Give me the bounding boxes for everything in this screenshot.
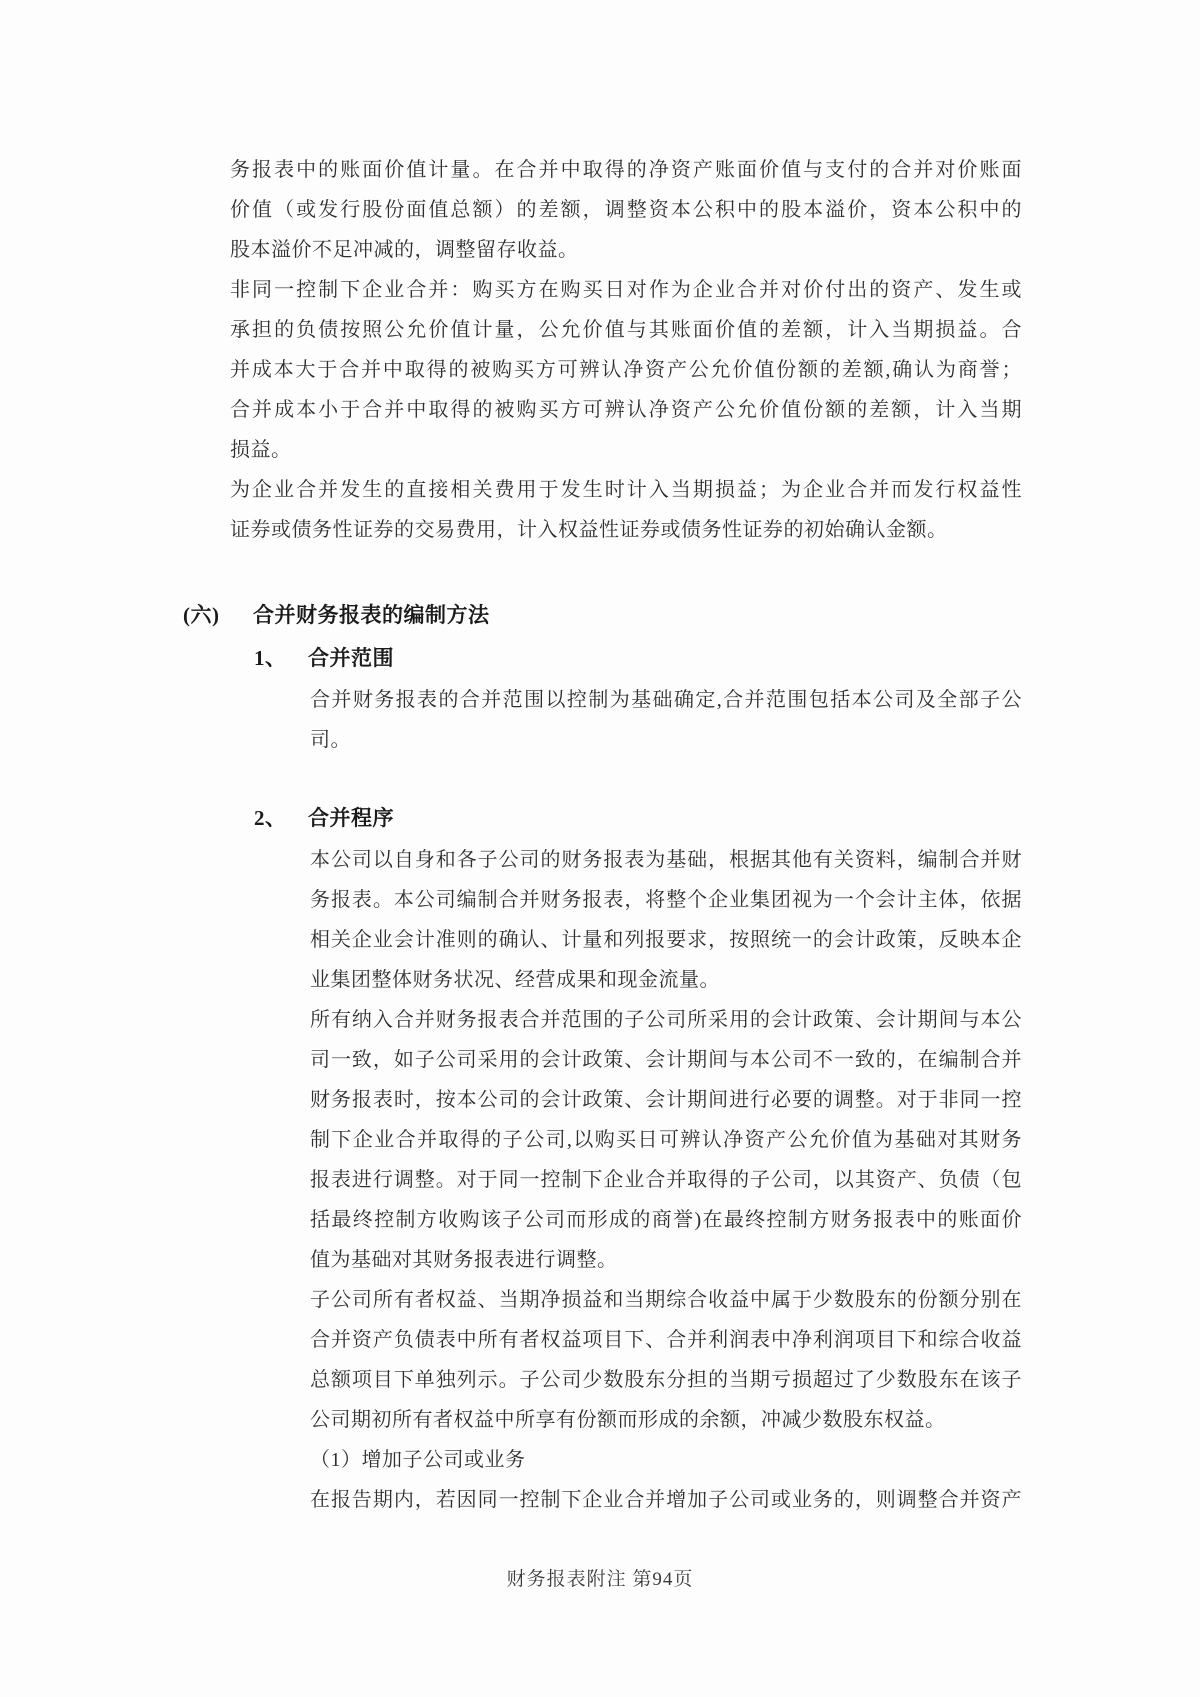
- paragraph-line: 财务报表时，按本公司的会计政策、会计期间进行必要的调整。对于非同一控: [310, 1089, 1022, 1111]
- paragraph-line: 合并成本小于合并中取得的被购买方可辨认净资产公允价值份额的差额，计入当期: [230, 399, 1022, 421]
- paragraph-line: 所有纳入合并财务报表合并范围的子公司所采用的会计政策、会计期间与本公: [310, 1009, 1022, 1031]
- section-heading: [183, 595, 490, 635]
- subsection-1-body: [310, 680, 1022, 760]
- subsection-1-number: 1、: [254, 646, 287, 670]
- subsection-2-number: 2、: [254, 806, 287, 830]
- subsection-1-heading: [254, 638, 394, 678]
- subsection-2-heading: [254, 798, 394, 838]
- page-footer: [0, 1560, 1200, 1600]
- paragraph-line: 子公司所有者权益、当期净损益和当期综合收益中属于少数股东的份额分别在: [310, 1289, 1022, 1311]
- paragraph-line: 股本溢价不足冲减的，调整留存收益。: [230, 239, 579, 261]
- paragraph-line: 相关企业会计准则的确认、计量和列报要求，按照统一的会计政策，反映本企: [310, 929, 1022, 951]
- subsection-2-title: 合并程序: [308, 806, 394, 830]
- paragraph-line: 合并财务报表的合并范围以控制为基础确定,合并范围包括本公司及全部子公: [310, 689, 1022, 711]
- paragraph-line: 司一致，如子公司采用的会计政策、会计期间与本公司不一致的，在编制合并: [310, 1049, 1022, 1071]
- paragraph-line: 报表进行调整。对于同一控制下企业合并取得的子公司，以其资产、负债（包: [310, 1169, 1022, 1191]
- section-number: (六): [183, 603, 220, 627]
- footer-text: 财务报表附注 第94页: [506, 1569, 694, 1590]
- paragraph-line: 制下企业合并取得的子公司,以购买日可辨认净资产公允价值为基础对其财务: [310, 1129, 1022, 1151]
- paragraph-line: 在报告期内，若因同一控制下企业合并增加子公司或业务的，则调整合并资产: [310, 1489, 1022, 1511]
- subsection-2-body: [310, 840, 1022, 1520]
- paragraph-line: 为企业合并发生的直接相关费用于发生时计入当期损益；为企业合并而发行权益性: [230, 479, 1022, 501]
- paragraph-line: 值为基础对其财务报表进行调整。: [310, 1249, 618, 1271]
- paragraph-line: 证券或债务性证券的交易费用，计入权益性证券或债务性证券的初始确认金额。: [230, 519, 948, 541]
- paragraph-line: 承担的负债按照公允价值计量，公允价值与其账面价值的差额，计入当期损益。合: [230, 319, 1022, 341]
- intro-paragraphs: [230, 150, 1022, 550]
- paragraph-line: 务报表中的账面价值计量。在合并中取得的净资产账面价值与支付的合并对价账面: [230, 159, 1022, 181]
- list-item-1-heading: （1）增加子公司或业务: [310, 1449, 526, 1471]
- paragraph-line: 合并资产负债表中所有者权益项目下、合并利润表中净利润项目下和综合收益: [310, 1329, 1022, 1351]
- paragraph-line: 括最终控制方收购该子公司而形成的商誉)在最终控制方财务报表中的账面价: [310, 1209, 1022, 1231]
- paragraph-line: 业集团整体财务状况、经营成果和现金流量。: [310, 969, 720, 991]
- paragraph-line: 价值（或发行股份面值总额）的差额，调整资本公积中的股本溢价，资本公积中的: [230, 199, 1022, 221]
- paragraph-line: 非同一控制下企业合并：购买方在购买日对作为企业合并对价付出的资产、发生或: [230, 279, 1022, 301]
- section-title: 合并财务报表的编制方法: [253, 603, 490, 627]
- paragraph-line: 司。: [310, 729, 351, 751]
- paragraph-line: 并成本大于合并中取得的被购买方可辨认净资产公允价值份额的差额,确认为商誉；: [230, 359, 1022, 381]
- subsection-1-title: 合并范围: [308, 646, 394, 670]
- paragraph-line: 公司期初所有者权益中所享有份额而形成的余额，冲减少数股东权益。: [310, 1409, 946, 1431]
- paragraph-line: 务报表。本公司编制合并财务报表，将整个企业集团视为一个会计主体，依据: [310, 889, 1022, 911]
- paragraph-line: 损益。: [230, 439, 292, 461]
- paragraph-line: 本公司以自身和各子公司的财务报表为基础，根据其他有关资料，编制合并财: [310, 849, 1022, 871]
- paragraph-line: 总额项目下单独列示。子公司少数股东分担的当期亏损超过了少数股东在该子: [310, 1369, 1022, 1391]
